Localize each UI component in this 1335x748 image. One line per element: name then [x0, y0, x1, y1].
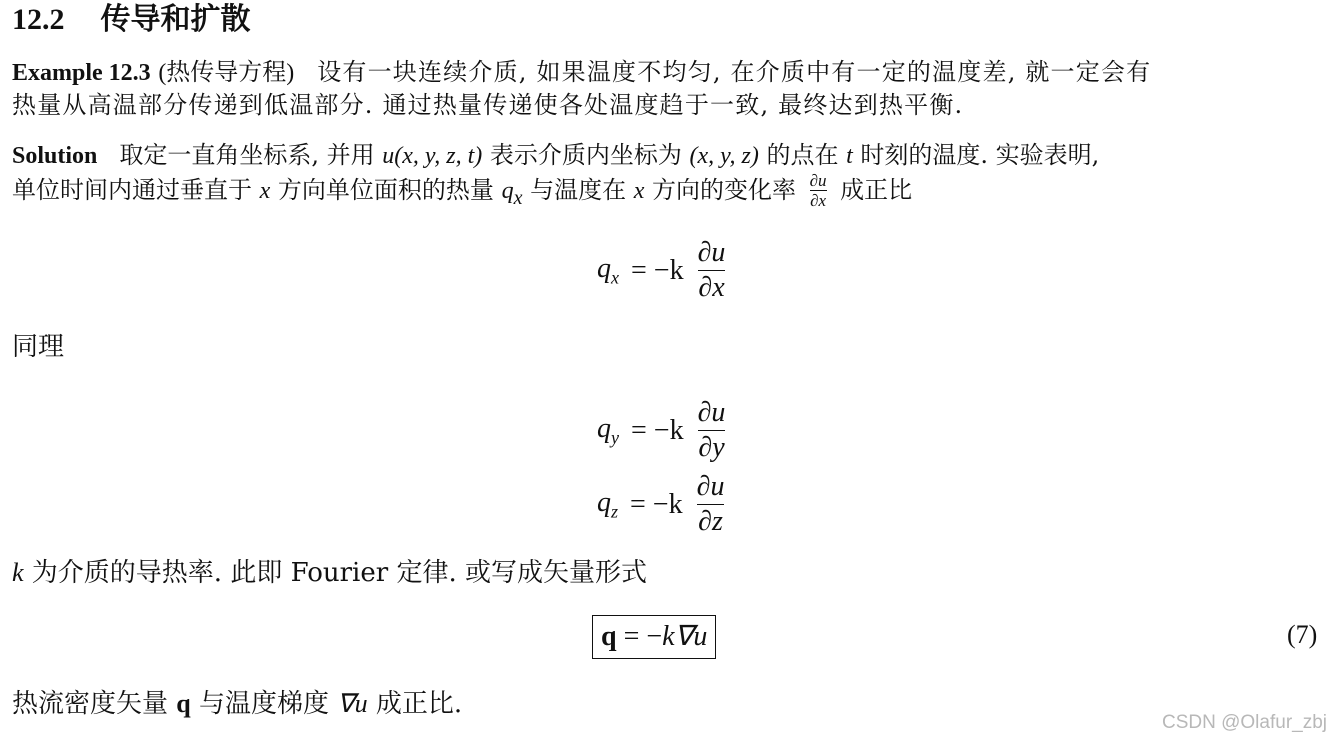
time-variable: t [846, 143, 853, 169]
equation-qy: $q_y$ = −k $\frac{\partial u}{\partial y}$ [597, 397, 726, 463]
section-number: 12.2 [12, 3, 65, 36]
x-variable: x [259, 178, 271, 204]
temperature-function: u(x, y, z, t) [382, 143, 483, 169]
final-sentence: 热流密度矢量 q 与温度梯度 ∇u 成正比. [12, 689, 463, 719]
solution-text-1a: 取定一直角坐标系, 并用 [119, 141, 383, 169]
equation-qz: $q_z$ = −k $\frac{\partial u}{\partial z}$ [597, 471, 725, 537]
example-paragraph [12, 56, 1321, 121]
solution-text-2a: 单位时间内通过垂直于 [12, 176, 260, 204]
solution-line-2 [12, 172, 1321, 214]
example-title: (热传导方程) [158, 60, 295, 86]
fraction-du-dy: $\frac{\partial u}{\partial y}$ [697, 397, 726, 463]
solution-text-2b: 方向单位面积的热量 [270, 176, 502, 204]
solution-label: Solution [12, 143, 98, 169]
gradient-u-inline: ∇u [337, 689, 368, 718]
fraction-du-dx: $\frac{\partial u}{\partial x}$ [697, 237, 726, 303]
k-variable: k [12, 558, 24, 587]
conductivity-text: 为介质的导热率. 此即 Fourier 定律. 或写成矢量形式 [23, 558, 647, 588]
solution-text-2e: 成正比 [832, 176, 913, 204]
solution-text-2c: 与温度在 [522, 176, 634, 204]
vector-q: q [601, 621, 617, 652]
heat-flux-qx: $q_x$ [501, 178, 523, 209]
solution-paragraph [12, 139, 1321, 214]
solution-text-1b: 表示介质内坐标为 [482, 141, 690, 169]
fraction-du-dz: $\frac{\partial u}{\partial z}$ [696, 471, 725, 537]
boxed-vector-equation: q = −k∇u [592, 615, 716, 659]
example-text-1: 设有一块连续介质, 如果温度不均匀, 在介质中有一定的温度差, 就一定会有 [317, 58, 1152, 86]
solution-text-2d: 方向的变化率 [644, 176, 804, 204]
equation-qx: $q_x$ = −k $\frac{\partial u}{\partial x}$ [597, 237, 726, 303]
conductivity-line [12, 557, 647, 589]
inline-partial-fraction: $\frac{\partial u}{\partial x}$ [809, 171, 827, 210]
watermark: CSDN @Olafur_zbj [1162, 712, 1327, 733]
solution-text-1d: 时刻的温度. 实验表明, [852, 141, 1100, 169]
section-heading [12, 2, 251, 38]
similarly-text: 同理 [12, 332, 65, 362]
x-variable-2: x [633, 178, 645, 204]
vector-q-inline: q [176, 689, 191, 718]
section-title: 传导和扩散 [100, 2, 251, 37]
solution-text-1c: 的点在 [758, 141, 847, 169]
gradient-u: ∇u [674, 621, 708, 652]
example-label: Example 12.3 [12, 60, 151, 86]
solution-line-1 [12, 139, 1321, 172]
point-coordinates: (x, y, z) [689, 143, 759, 169]
example-line-1 [12, 56, 1321, 89]
example-text-2: 热量从高温部分传递到低温部分. 通过热量传递使各处温度趋于一致, 最终达到热平衡. [12, 91, 964, 119]
equation-number: (7) [1287, 620, 1318, 649]
